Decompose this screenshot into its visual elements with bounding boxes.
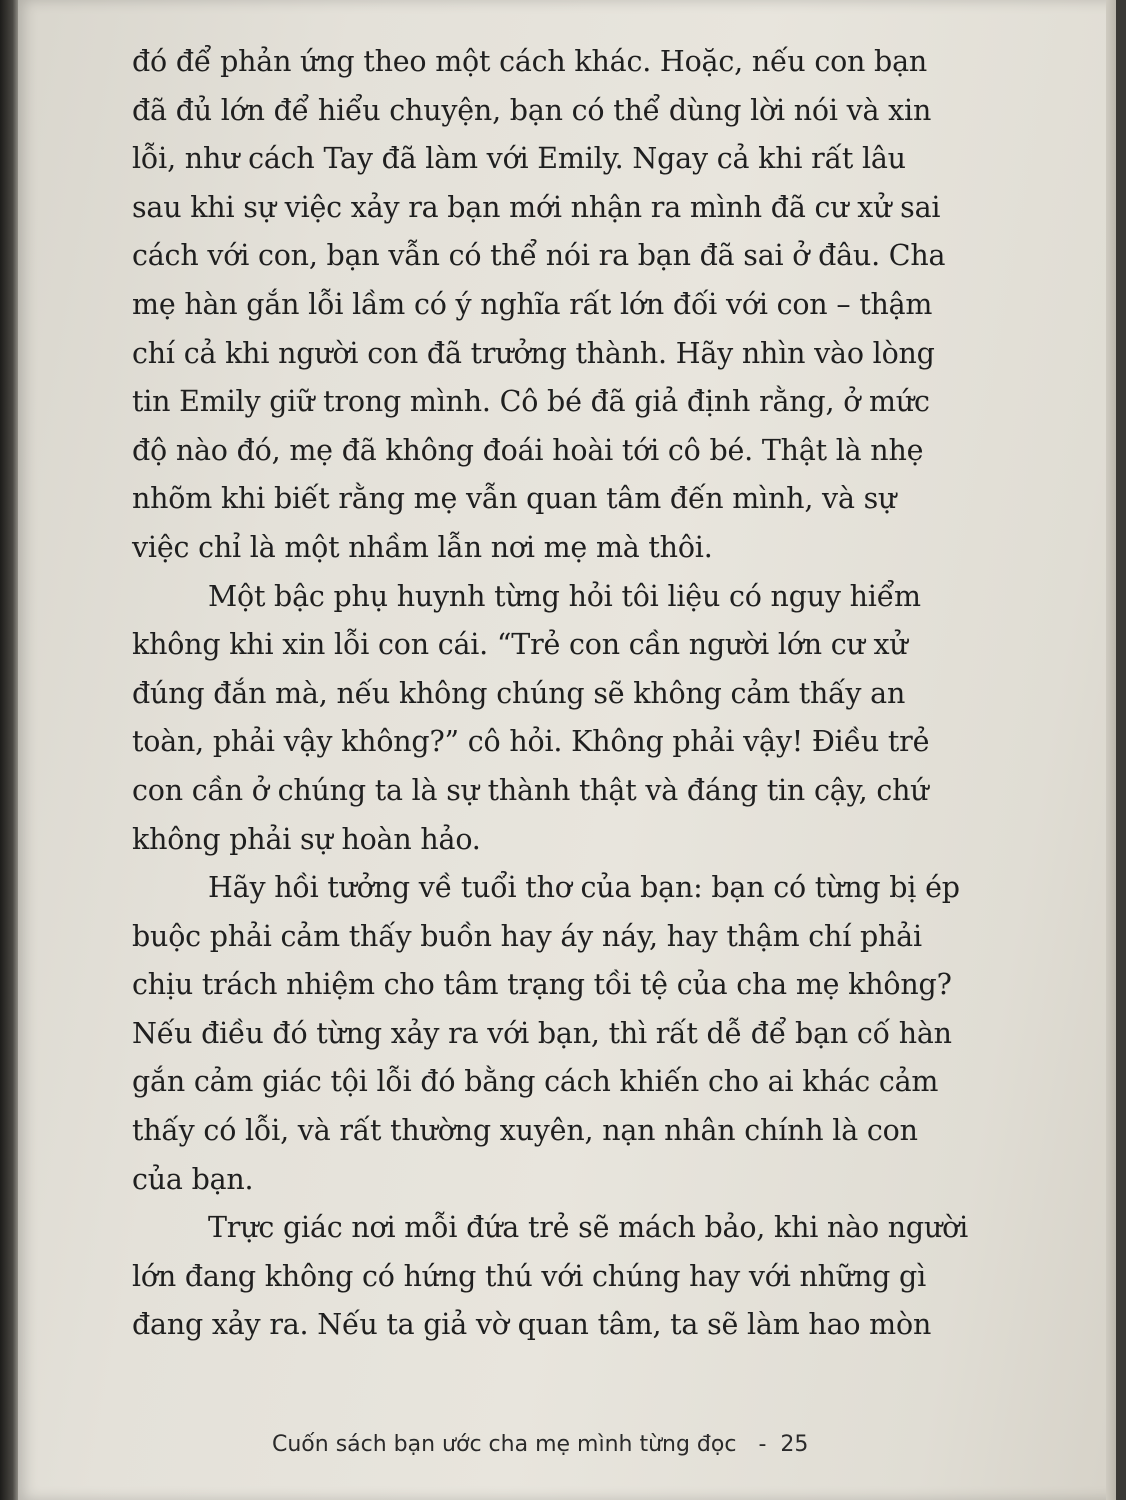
text-line: con cần ở chúng ta là sự thành thật và đáng tin cậy, chứ — [132, 773, 929, 807]
text-line: chí cả khi người con đã trưởng thành. Hãy nhìn vào lòng — [132, 336, 935, 370]
page-footer — [272, 1432, 872, 1457]
text-line: gắn cảm giác tội lỗi đó bằng cách khiến cho ai khác cảm — [132, 1065, 939, 1099]
page-number: 25 — [780, 1432, 809, 1457]
paragraph-start-line: Hãy hồi tưởng về tuổi thơ của bạn: bạn có từng bị ép — [208, 871, 960, 905]
text-line: chịu trách nhiệm cho tâm trạng tồi tệ của cha mẹ không? — [132, 968, 952, 1002]
text-line: đúng đắn mà, nếu không chúng sẽ không cảm thấy an — [132, 676, 906, 710]
text-line: cách với con, bạn vẫn có thể nói ra bạn đã sai ở đâu. Cha — [132, 239, 946, 273]
text-line: không phải sự hoàn hảo. — [132, 822, 481, 856]
text-line: đã đủ lớn để hiểu chuyện, bạn có thể dùng lời nói và xin — [132, 93, 932, 127]
paragraph-start-line: Trực giác nơi mỗi đứa trẻ sẽ mách bảo, khi nào người — [208, 1211, 969, 1245]
text-line: đang xảy ra. Nếu ta giả vờ quan tâm, ta sẽ làm hao mòn — [132, 1308, 932, 1342]
text-line: không khi xin lỗi con cái. “Trẻ con cần người lớn cư xử — [132, 628, 908, 662]
body-text — [132, 38, 1012, 1350]
running-title: Cuốn sách bạn ước cha mẹ mình từng đọc — [272, 1432, 737, 1457]
page-edge — [1106, 0, 1116, 1500]
text-line: đó để phản ứng theo một cách khác. Hoặc, nếu con bạn — [132, 45, 928, 78]
text-line: mẹ hàn gắn lỗi lầm có ý nghĩa rất lớn đối với con – thậm — [132, 287, 933, 321]
paragraph-start-line: Một bậc phụ huynh từng hỏi tôi liệu có nguy hiểm — [208, 579, 921, 613]
text-line: Nếu điều đó từng xảy ra với bạn, thì rất dễ để bạn cố hàn — [132, 1016, 952, 1050]
text-line: buộc phải cảm thấy buồn hay áy náy, hay thậm chí phải — [132, 919, 922, 953]
text-line: của bạn. — [132, 1162, 254, 1196]
text-line: sau khi sự việc xảy ra bạn mới nhận ra mình đã cư xử sai — [132, 190, 941, 224]
text-line: tin Emily giữ trong mình. Cô bé đã giả định rằng, ở mức — [132, 385, 930, 419]
text-line: thấy có lỗi, và rất thường xuyên, nạn nhân chính là con — [132, 1114, 918, 1148]
footer-separator: - — [758, 1432, 767, 1457]
text-line: lớn đang không có hứng thú với chúng hay với những gì — [132, 1259, 926, 1293]
text-line: nhõm khi biết rằng mẹ vẫn quan tâm đến mình, và sự — [132, 482, 897, 516]
book-spine — [0, 0, 18, 1500]
book-page — [18, 0, 1116, 1500]
text-line: toàn, phải vậy không?” cô hỏi. Không phải vậy! Điều trẻ — [132, 725, 930, 759]
text-line: việc chỉ là một nhầm lẫn nơi mẹ mà thôi. — [132, 530, 713, 564]
text-line: lỗi, như cách Tay đã làm với Emily. Ngay cả khi rất lâu — [132, 142, 906, 176]
text-line: độ nào đó, mẹ đã không đoái hoài tới cô bé. Thật là nhẹ — [132, 433, 924, 467]
